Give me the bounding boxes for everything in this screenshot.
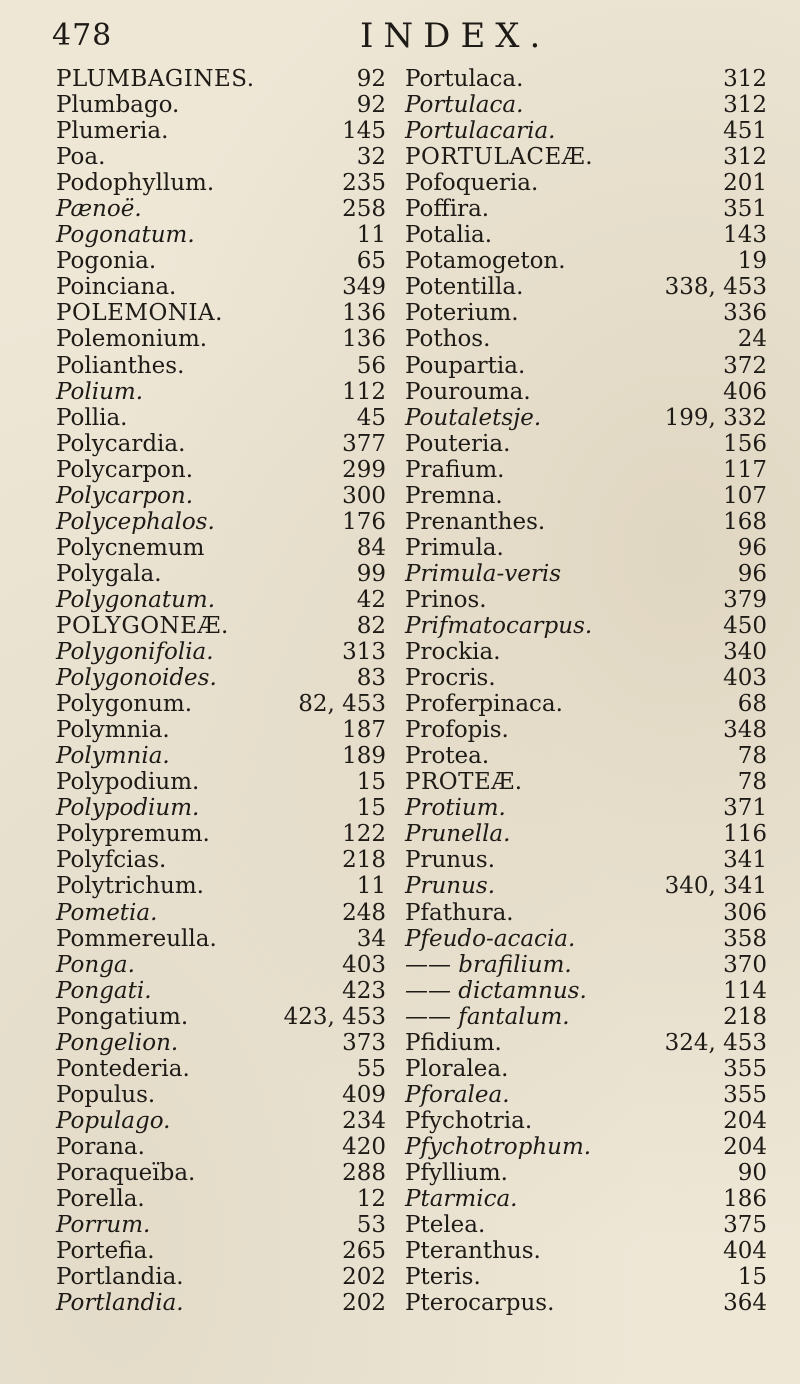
index-term: Ploralea. — [405, 1055, 509, 1082]
index-entry — [405, 248, 775, 274]
index-page-ref: 96 — [737, 534, 767, 561]
index-entry — [56, 483, 386, 509]
index-entry — [56, 769, 386, 795]
index-term: Prinos. — [405, 586, 487, 613]
index-entry — [405, 1082, 775, 1108]
index-term: Pongatium. — [56, 1003, 189, 1030]
index-term: Prunella. — [405, 821, 511, 848]
index-term: PROTEÆ. — [405, 769, 523, 796]
index-page-ref: 92 — [356, 66, 386, 92]
index-term: Portefia. — [56, 1238, 155, 1265]
index-term: Polymnia. — [56, 743, 170, 770]
index-entry — [56, 1056, 386, 1082]
index-page-ref: 201 — [723, 170, 767, 197]
index-page-ref: 32 — [356, 144, 386, 171]
index-term: Potentilla. — [405, 274, 524, 301]
index-entry — [56, 873, 386, 899]
index-page-ref: 312 — [723, 92, 767, 119]
index-entry — [405, 1160, 775, 1186]
index-entry — [56, 1186, 386, 1212]
index-page-ref: 15 — [356, 769, 386, 796]
index-term: Procris. — [405, 665, 496, 692]
index-entry — [405, 483, 775, 509]
index-page-ref: 451 — [723, 118, 767, 145]
index-entry — [56, 353, 386, 379]
index-page-ref: 145 — [342, 118, 386, 145]
index-entry — [405, 1290, 775, 1316]
index-term: Ponga. — [56, 951, 135, 978]
index-page-ref: 24 — [737, 326, 767, 353]
index-entry — [56, 326, 386, 352]
index-page-ref: 351 — [723, 196, 767, 223]
index-entry — [56, 847, 386, 873]
index-term: Polytrichum. — [56, 873, 204, 900]
index-term: Portulaca. — [405, 66, 524, 92]
index-page-ref: 186 — [723, 1186, 767, 1213]
index-entry — [405, 118, 775, 144]
index-page-ref: 204 — [723, 1133, 767, 1160]
index-page-ref: 355 — [723, 1055, 767, 1082]
index-entry — [56, 1212, 386, 1238]
index-page-ref: 340 — [723, 639, 767, 666]
index-page-ref: 122 — [342, 821, 386, 848]
index-term: Potalia. — [405, 222, 493, 249]
index-page-ref: 406 — [723, 378, 767, 405]
index-term: Polycephalos. — [56, 508, 215, 535]
index-page-ref: 117 — [723, 456, 767, 483]
index-page-ref: 265 — [342, 1238, 386, 1265]
index-entry — [56, 118, 386, 144]
index-page-ref: 92 — [356, 92, 386, 119]
index-page-ref: 300 — [342, 482, 386, 509]
index-term: Polygonoides. — [56, 665, 217, 692]
index-page-ref: 176 — [342, 508, 386, 535]
index-term: Prenanthes. — [405, 508, 546, 535]
index-entry — [405, 1004, 775, 1030]
index-term: Polymnia. — [56, 717, 170, 744]
index-term: PORTULACEÆ. — [405, 144, 594, 171]
index-term: —— brafilium. — [405, 951, 572, 978]
index-term: Ptarmica. — [405, 1186, 518, 1213]
index-term: Polygonum. — [56, 691, 193, 718]
index-page-ref: 114 — [723, 977, 767, 1004]
index-entry — [405, 535, 775, 561]
index-entry — [405, 170, 775, 196]
index-page-ref: 313 — [342, 639, 386, 666]
index-entry — [405, 1056, 775, 1082]
index-page-ref: 375 — [723, 1212, 767, 1239]
index-entry — [405, 1134, 775, 1160]
index-entry — [405, 274, 775, 300]
index-entry — [405, 66, 775, 92]
index-page-ref: 45 — [356, 404, 386, 431]
index-entry — [56, 509, 386, 535]
index-entry — [405, 639, 775, 665]
index-entry — [405, 144, 775, 170]
index-term: Pfathura. — [405, 899, 514, 926]
index-entry — [56, 92, 386, 118]
index-page-ref: 423 — [342, 977, 386, 1004]
index-page-ref: 338, 453 — [664, 274, 767, 301]
index-entry — [56, 1238, 386, 1264]
index-page-ref: 15 — [737, 1264, 767, 1291]
index-page-ref: 324, 453 — [664, 1029, 767, 1056]
index-page-ref: 96 — [737, 560, 767, 587]
index-term: Populus. — [56, 1081, 156, 1108]
index-term: —— dictamnus. — [405, 977, 587, 1004]
index-page-ref: 258 — [342, 196, 386, 223]
index-entry — [56, 1134, 386, 1160]
index-page-ref: 450 — [723, 612, 767, 639]
index-page-ref: 358 — [723, 925, 767, 952]
index-term: Prifmatocarpus. — [405, 612, 593, 639]
index-term: Porrum. — [56, 1212, 151, 1239]
index-page-ref: 420 — [342, 1133, 386, 1160]
index-term: Porella. — [56, 1186, 145, 1213]
index-term: Proferpinaca. — [405, 691, 563, 718]
index-term: Prunus. — [405, 873, 496, 900]
index-page-ref: 306 — [723, 899, 767, 926]
index-term: Plumeria. — [56, 118, 169, 145]
index-entry — [56, 457, 386, 483]
index-entry — [56, 431, 386, 457]
index-term: Protium. — [405, 795, 506, 822]
index-term: Pfychotria. — [405, 1107, 533, 1134]
index-entry — [56, 379, 386, 405]
index-term: Polycarpon. — [56, 482, 194, 509]
index-page-ref: 312 — [723, 144, 767, 171]
index-entry — [56, 717, 386, 743]
index-entry — [56, 248, 386, 274]
index-entry — [56, 1290, 386, 1316]
index-page-ref: 187 — [342, 717, 386, 744]
index-page-ref: 312 — [723, 66, 767, 92]
index-entry — [56, 952, 386, 978]
index-page-ref: 112 — [342, 378, 386, 405]
index-entry — [405, 222, 775, 248]
index-entry — [405, 1264, 775, 1290]
index-entry — [56, 1160, 386, 1186]
index-entry — [405, 1186, 775, 1212]
index-term: Pogonia. — [56, 248, 157, 275]
index-entry — [405, 665, 775, 691]
index-page-ref: 371 — [723, 795, 767, 822]
index-page-ref: 336 — [723, 300, 767, 327]
index-entry — [405, 405, 775, 431]
index-entry — [56, 561, 386, 587]
index-term: Pollia. — [56, 404, 128, 431]
index-term: Poffira. — [405, 196, 490, 223]
index-page-ref: 423, 453 — [283, 1003, 386, 1030]
index-page-ref: 349 — [342, 274, 386, 301]
index-page-ref: 348 — [723, 717, 767, 744]
index-entry — [56, 639, 386, 665]
index-page-ref: 355 — [723, 1081, 767, 1108]
index-entry — [405, 952, 775, 978]
index-term: Prafium. — [405, 456, 505, 483]
index-term: Protea. — [405, 743, 490, 770]
index-term: Portulacaria. — [405, 118, 556, 145]
index-page-ref: 82, 453 — [298, 691, 386, 718]
index-page-ref: 136 — [342, 300, 386, 327]
index-entry — [405, 613, 775, 639]
index-entry — [56, 1108, 386, 1134]
index-term: Pongati. — [56, 977, 152, 1004]
index-entry — [405, 431, 775, 457]
index-page-ref: 204 — [723, 1107, 767, 1134]
index-term: Poupartia. — [405, 352, 526, 379]
index-term: Pfidium. — [405, 1029, 502, 1056]
index-entry — [405, 978, 775, 1004]
index-term: Polypodium. — [56, 795, 200, 822]
index-entry — [405, 717, 775, 743]
index-term: Prockia. — [405, 639, 501, 666]
index-page-ref: 288 — [342, 1159, 386, 1186]
index-page-ref: 11 — [356, 873, 386, 900]
index-term: Profopis. — [405, 717, 509, 744]
index-term: Polianthes. — [56, 352, 185, 379]
index-column-right — [405, 66, 775, 1316]
index-term: Pofoqueria. — [405, 170, 539, 197]
index-entry — [405, 509, 775, 535]
index-term: Polycnemum — [56, 534, 205, 561]
index-term: Polium. — [56, 378, 144, 405]
index-term: Primula-veris — [405, 560, 562, 587]
page-number: 478 — [52, 18, 113, 53]
index-term: Pometia. — [56, 899, 158, 926]
index-page-ref: 202 — [342, 1290, 386, 1317]
index-term: Pfeudo-acacia. — [405, 925, 576, 952]
index-entry — [405, 1108, 775, 1134]
index-entry — [56, 222, 386, 248]
index-entry — [56, 66, 386, 92]
index-entry — [56, 1264, 386, 1290]
index-entry — [56, 274, 386, 300]
index-entry — [405, 196, 775, 222]
index-page-ref: 65 — [356, 248, 386, 275]
index-column-left — [56, 66, 386, 1316]
index-page-ref: 403 — [723, 665, 767, 692]
index-page-ref: 55 — [356, 1055, 386, 1082]
index-page-ref: 78 — [737, 743, 767, 770]
index-term: Plumbago. — [56, 92, 180, 119]
index-term: Pourouma. — [405, 378, 531, 405]
index-term: Poa. — [56, 144, 106, 171]
index-entry — [405, 300, 775, 326]
index-page-ref: 372 — [723, 352, 767, 379]
index-page-ref: 199, 332 — [664, 404, 767, 431]
index-page-ref: 11 — [356, 222, 386, 249]
index-term: Polygala. — [56, 560, 162, 587]
index-page-ref: 218 — [342, 847, 386, 874]
index-term: Pterocarpus. — [405, 1290, 555, 1317]
index-term: PLUMBAGINES. — [56, 66, 255, 92]
index-entry — [56, 1030, 386, 1056]
index-term: Pforalea. — [405, 1081, 510, 1108]
index-term: POLEMONIA. — [56, 300, 223, 327]
index-term: Polycardia. — [56, 430, 186, 457]
index-page-ref: 218 — [723, 1003, 767, 1030]
index-page-ref: 12 — [356, 1186, 386, 1213]
index-entry — [56, 665, 386, 691]
index-term: POLYGONEÆ. — [56, 612, 229, 639]
index-entry — [56, 613, 386, 639]
index-entry — [56, 926, 386, 952]
index-page-ref: 248 — [342, 899, 386, 926]
index-term: Pongelion. — [56, 1029, 179, 1056]
index-term: Pothos. — [405, 326, 491, 353]
index-term: Podophyllum. — [56, 170, 215, 197]
index-page-ref: 364 — [723, 1290, 767, 1317]
index-page-ref: 56 — [356, 352, 386, 379]
index-term: Poutaletsje. — [405, 404, 542, 431]
index-term: Populago. — [56, 1107, 171, 1134]
index-term: Poinciana. — [56, 274, 177, 301]
index-page-ref: 136 — [342, 326, 386, 353]
index-page-ref: 373 — [342, 1029, 386, 1056]
index-entry — [405, 1030, 775, 1056]
index-page-ref: 168 — [723, 508, 767, 535]
index-term: Pteranthus. — [405, 1238, 541, 1265]
index-term: Polycarpon. — [56, 456, 194, 483]
index-page-ref: 107 — [723, 482, 767, 509]
index-page-ref: 84 — [356, 534, 386, 561]
index-page-ref: 370 — [723, 951, 767, 978]
index-entry — [56, 196, 386, 222]
index-entry — [56, 535, 386, 561]
index-entry — [56, 795, 386, 821]
index-entry — [405, 561, 775, 587]
index-entry — [56, 405, 386, 431]
index-page-ref: 340, 341 — [664, 873, 767, 900]
index-entry — [56, 1082, 386, 1108]
index-term: Portulaca. — [405, 92, 524, 119]
index-term: Poraqueïba. — [56, 1159, 196, 1186]
index-entry — [405, 326, 775, 352]
index-entry — [56, 743, 386, 769]
index-term: Portlandia. — [56, 1290, 184, 1317]
index-page-ref: 90 — [737, 1159, 767, 1186]
index-page-ref: 404 — [723, 1238, 767, 1265]
index-entry — [405, 379, 775, 405]
index-term: Pfychotrophum. — [405, 1133, 592, 1160]
index-term: Polygonatum. — [56, 586, 216, 613]
index-entry — [56, 587, 386, 613]
index-entry — [405, 743, 775, 769]
index-page-ref: 377 — [342, 430, 386, 457]
index-term: Potamogeton. — [405, 248, 566, 275]
index-page-ref: 341 — [723, 847, 767, 874]
index-page-ref: 299 — [342, 456, 386, 483]
index-term: Pænoë. — [56, 196, 142, 223]
index-term: Premna. — [405, 482, 503, 509]
index-page-ref: 53 — [356, 1212, 386, 1239]
index-term: Poterium. — [405, 300, 519, 327]
index-entry — [56, 1004, 386, 1030]
index-term: Polemonium. — [56, 326, 208, 353]
index-term: Polypodium. — [56, 769, 200, 796]
index-entry — [56, 170, 386, 196]
index-entry — [405, 847, 775, 873]
index-entry — [405, 900, 775, 926]
index-page-ref: 99 — [356, 560, 386, 587]
index-term: Ptelea. — [405, 1212, 486, 1239]
page-header — [0, 12, 800, 56]
index-term: Pteris. — [405, 1264, 481, 1291]
index-page-ref: 116 — [723, 821, 767, 848]
index-page-ref: 403 — [342, 951, 386, 978]
index-entry — [56, 300, 386, 326]
index-term: Prunus. — [405, 847, 496, 874]
index-term: Polyfcias. — [56, 847, 167, 874]
index-page-ref: 78 — [737, 769, 767, 796]
index-page-ref: 234 — [342, 1107, 386, 1134]
index-term: Primula. — [405, 534, 504, 561]
index-page-ref: 379 — [723, 586, 767, 613]
index-page-ref: 15 — [356, 795, 386, 822]
index-entry — [405, 795, 775, 821]
index-term: Portlandia. — [56, 1264, 184, 1291]
index-page-ref: 156 — [723, 430, 767, 457]
index-term: Pontederia. — [56, 1055, 190, 1082]
index-entry — [405, 926, 775, 952]
index-page-ref: 68 — [737, 691, 767, 718]
index-page-ref: 42 — [356, 586, 386, 613]
index-page-ref: 19 — [737, 248, 767, 275]
index-entry — [405, 691, 775, 717]
index-term: Porana. — [56, 1133, 145, 1160]
index-entry — [405, 821, 775, 847]
index-page-ref: 189 — [342, 743, 386, 770]
running-title: INDEX. — [360, 16, 551, 56]
index-term: Pouteria. — [405, 430, 511, 457]
index-entry — [56, 144, 386, 170]
index-entry — [56, 978, 386, 1004]
index-term: Polygonifolia. — [56, 639, 214, 666]
index-page-ref: 34 — [356, 925, 386, 952]
index-entry — [56, 691, 386, 717]
index-entry — [405, 587, 775, 613]
index-entry — [405, 457, 775, 483]
index-entry — [405, 873, 775, 899]
index-term: Pfyllium. — [405, 1159, 508, 1186]
index-term: Pommereulla. — [56, 925, 217, 952]
index-page-ref: 409 — [342, 1081, 386, 1108]
index-page-ref: 202 — [342, 1264, 386, 1291]
index-entry — [405, 1238, 775, 1264]
index-entry — [405, 769, 775, 795]
index-entry — [56, 900, 386, 926]
index-entry — [405, 353, 775, 379]
index-term: Polypremum. — [56, 821, 210, 848]
index-page-ref: 143 — [723, 222, 767, 249]
index-page-ref: 82 — [356, 612, 386, 639]
index-term: Pogonatum. — [56, 222, 195, 249]
index-entry — [405, 1212, 775, 1238]
index-page-ref: 235 — [342, 170, 386, 197]
index-term: —— fantalum. — [405, 1003, 570, 1030]
index-entry — [405, 92, 775, 118]
index-entry — [56, 821, 386, 847]
index-page-ref: 83 — [356, 665, 386, 692]
